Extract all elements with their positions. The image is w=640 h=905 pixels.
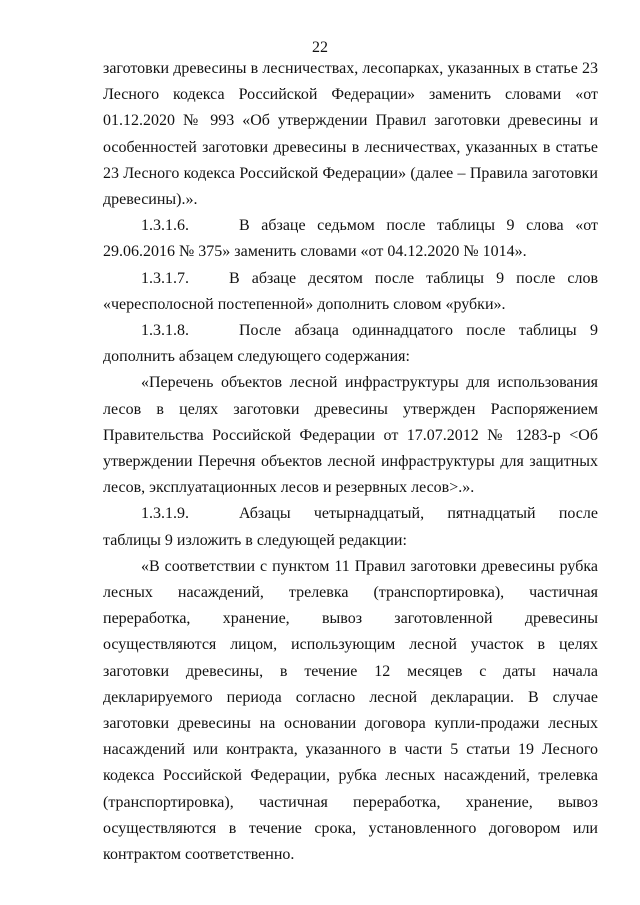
paragraph-1-3-1-8 [103,318,598,370]
paragraph-continuation [103,56,598,213]
clause-number: 1.3.1.9. [141,505,189,523]
paragraph-text: В абзаце седьмом после таблицы 9 слова «от 29.06.2016 № 375» заменить словами «от 04.12.2020 № 1014». [103,217,598,261]
clause-number: 1.3.1.8. [141,322,189,340]
document-body [103,56,598,868]
paragraph-text: В абзаце десятом после таблицы 9 после слов «чересполосной постепенной» дополнить словом «рубки». [103,269,598,313]
paragraph-text: заготовки древесины в лесничествах, лесопарках, указанных в статье 23 Лесного кодекса Российской Федерации» заменить словами «от 01.12.2020 № 993 «Об утверждении Правил заготовки древесины и особенностей заготовки древесины в лесничествах, указанных в статье 23 Лесного кодекса Российской Федерации» (далее – Правила заготовки древесины).». [103,60,598,209]
clause-number: 1.3.1.6. [141,217,189,235]
paragraph-1-3-1-7 [103,266,598,318]
paragraph-text: «В соответствии с пунктом 11 Правил заготовки древесины рубка лесных насаждений, трелевка (транспортировка), частичная переработка, хранение, вывоз заготовленной древесины осуществляются лицом, использующим лесной участок в целях заготовки древесины, в течение 12 месяцев с даты начала декларируемого периода согласно лесной декларации. В случае заготовки древесины на основании договора купли-продажи лесных насаждений или контракта, указанного в части 5 статьи 19 Лесного кодекса Российской Федерации, рубка лесных насаждений, трелевка (транспортировка), частичная переработка, хранение, вывоз осуществляются в течение срока, установленного договором или контрактом соответственно. [103,557,598,864]
quoted-paragraph-harvesting-rules [103,554,598,868]
paragraph-text: «Перечень объектов лесной инфраструктуры для использования лесов в целях заготовки древесины утвержден Распоряжением Правительства Российской Федерации от 17.07.2012 № 1283-р <Об утверждении Перечня объектов лесной инфраструктуры для защитных лесов, эксплуатационных лесов и резервных лесов>.». [103,374,598,497]
clause-number: 1.3.1.7. [141,269,189,287]
paragraph-text: Абзацы четырнадцатый, пятнадцатый после таблицы 9 изложить в следующей редакции: [103,505,598,549]
paragraph-1-3-1-6 [103,213,598,265]
page-number: 22 [312,39,328,56]
paragraph-text: После абзаца одиннадцатого после таблицы 9 дополнить абзацем следующего содержания: [103,322,598,366]
quoted-paragraph-infrastructure [103,370,598,501]
paragraph-1-3-1-9 [103,501,598,553]
